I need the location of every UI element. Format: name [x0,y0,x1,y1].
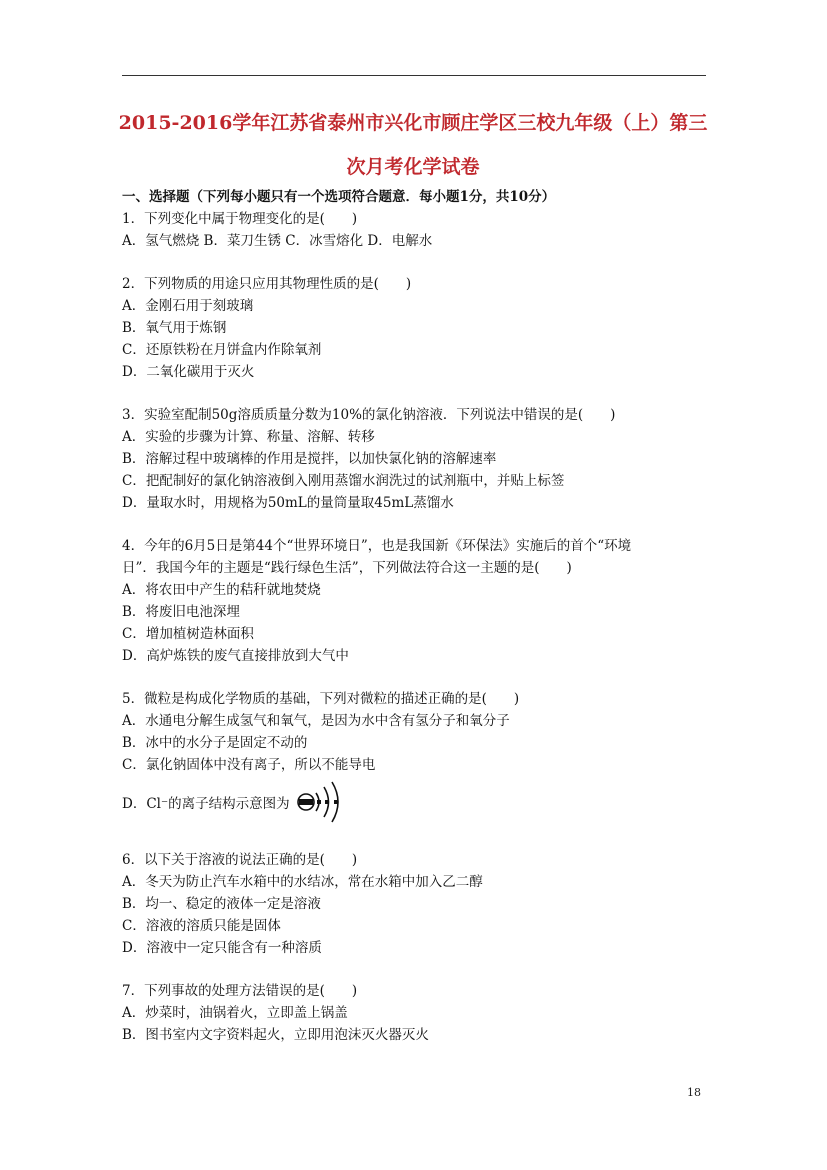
option-c: C．把配制好的氯化钠溶液倒入刚用蒸馏水润洗过的试剂瓶中，并贴上标签 [122,473,565,489]
exam-content [122,186,722,1046]
option-b: B．氧气用于炼钢 [122,320,227,336]
page-title-line2: 次月考化学试卷 [346,156,480,178]
question-4 [122,535,722,667]
option-a: A．炒菜时，油锅着火，立即盖上锅盖 [122,1005,348,1021]
option-a: A．冬天为防止汽车水箱中的水结冰，常在水箱中加入乙二醇 [122,874,483,890]
option-d: D．量取水时，用规格为50mL的量筒量取45mL蒸馏水 [122,495,454,511]
option-b: B．溶解过程中玻璃棒的作用是搅拌，以加快氯化钠的溶解速率 [122,451,497,467]
question-stem: 5．微粒是构成化学物质的基础，下列对微粒的描述正确的是( ) [122,691,520,707]
page-title-line1: 2015-2016学年江苏省泰州市兴化市顾庄学区三校九年级（上）第三 [118,112,708,134]
question-options: A．氢气燃烧 B．菜刀生锈 C．冰雪熔化 D．电解水 [122,233,433,249]
option-c: C．溶液的溶质只能是固体 [122,918,281,934]
question-stem: 3．实验室配制50g溶质质量分数为10%的氯化钠溶液．下列说法中错误的是( ) [122,407,616,423]
question-3 [122,404,722,514]
question-1 [122,208,722,252]
header-rule [122,75,706,76]
option-a: A．金刚石用于刻玻璃 [122,298,254,314]
option-d-text: D．Cl⁻的离子结构示意图为 [122,796,290,812]
option-b: B．将废旧电池深埋 [122,604,240,620]
option-a: A．水通电分解生成氢气和氧气，是因为水中含有氢分子和氧分子 [122,713,510,729]
option-d: D．二氧化碳用于灭火 [122,364,255,380]
option-a: A．实验的步骤为计算、称量、溶解、转移 [122,429,375,445]
question-stem: 7．下列事故的处理方法错误的是( ) [122,983,358,999]
page-number: 18 [687,1086,701,1099]
option-b: B．均一、稳定的液体一定是溶液 [122,896,321,912]
section-heading: 一、选择题（下列每小题只有一个选项符合题意．每小题1分，共10分） [122,189,556,205]
option-c: C．还原铁粉在月饼盒内作除氧剂 [122,342,322,358]
ion-structure-diagram [294,779,346,825]
question-5 [122,688,722,828]
option-d [122,776,722,828]
question-6 [122,849,722,959]
option-c: C．增加植树造林面积 [122,626,254,642]
question-stem: 1．下列变化中属于物理变化的是( ) [122,211,358,227]
option-d: D．高炉炼铁的废气直接排放到大气中 [122,648,349,664]
question-stem: 6．以下关于溶液的说法正确的是( ) [122,852,358,868]
option-b: B．冰中的水分子是固定不动的 [122,735,308,751]
option-b: B．图书室内文字资料起火，立即用泡沫灭火器灭火 [122,1027,429,1043]
question-stem-line1: 4．今年的6月5日是第44个“世界环境日”，也是我国新《环保法》实施后的首个“环境 [122,538,632,554]
option-d: D．溶液中一定只能含有一种溶质 [122,940,322,956]
question-2 [122,273,722,383]
option-a: A．将农田中产生的秸秆就地焚烧 [122,582,321,598]
option-c: C．氯化钠固体中没有离子，所以不能导电 [122,757,376,773]
question-stem: 2．下列物质的用途只应用其物理性质的是( ) [122,276,412,292]
question-7 [122,980,722,1046]
question-stem-line2: 日”．我国今年的主题是“践行绿色生活”，下列做法符合这一主题的是( ) [122,560,572,576]
